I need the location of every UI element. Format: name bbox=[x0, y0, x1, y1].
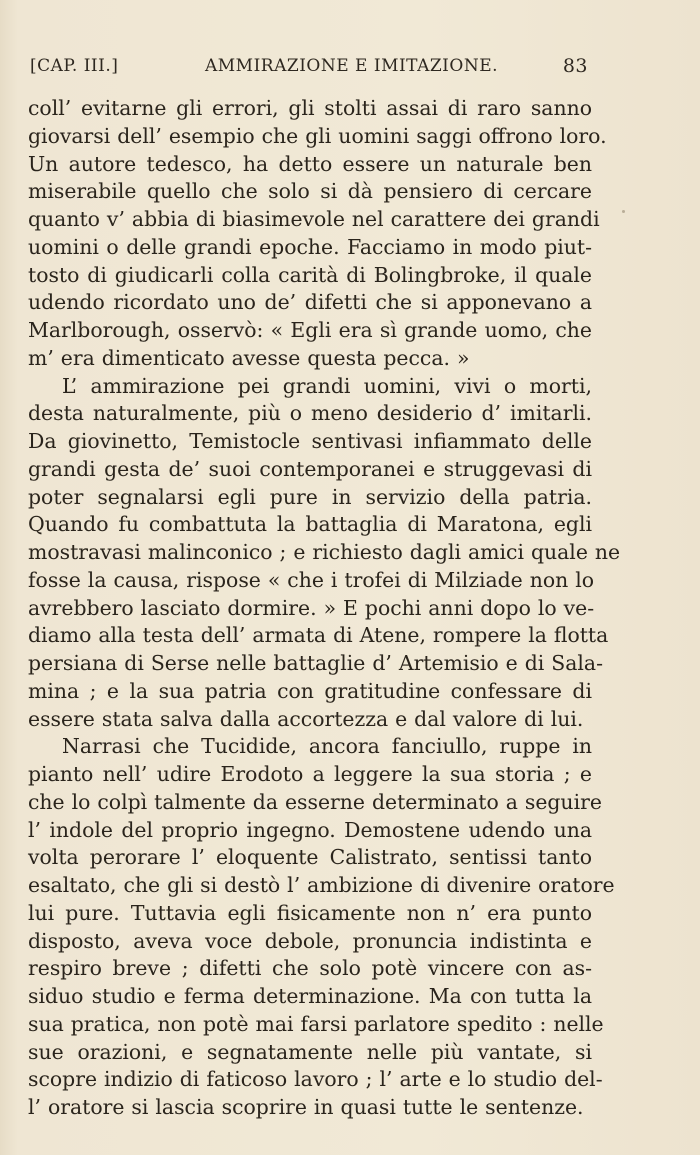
text-line: sue orazioni, e segnatamente nelle più vantate, si bbox=[28, 1039, 592, 1064]
text-line: scopre indizio di faticoso lavoro ; l’ arte e lo studio del- bbox=[28, 1067, 603, 1092]
text-line: lui pure. Tuttavia egli fisicamente non n’ era punto bbox=[28, 900, 592, 925]
text-line: desta naturalmente, più o meno desiderio d’ imitarli. bbox=[28, 401, 592, 426]
text-line: tosto di giudicarli colla carità di Bolingbroke, il quale bbox=[28, 262, 592, 287]
text-line: sua pratica, non potè mai farsi parlatore spedito : nelle bbox=[28, 1011, 604, 1036]
text-line: persiana di Serse nelle battaglie d’ Artemisio e di Sala- bbox=[28, 651, 603, 675]
text-line: coll’ evitarne gli errori, gli stolti assai di raro sanno bbox=[28, 96, 592, 120]
text-line: miserabile quello che solo si dà pensiero di cercare bbox=[28, 179, 592, 204]
text-line: Narrasi che Tucidide, ancora fanciullo, ruppe in bbox=[62, 734, 592, 759]
text-line: Un autore tedesco, ha detto essere un naturale ben bbox=[28, 151, 592, 176]
text-line: Da giovinetto, Temistocle sentivasi infiammato delle bbox=[28, 429, 592, 453]
text-line: volta perorare l’ eloquente Calistrato, sentissi tanto bbox=[28, 845, 592, 870]
running-header bbox=[30, 56, 590, 86]
text-line: fosse la causa, rispose « che i trofei di Milziade non lo bbox=[28, 567, 595, 592]
text-line: diamo alla testa dell’ armata di Atene, rompere la flotta bbox=[28, 623, 609, 648]
text-line: l’ oratore si lascia scoprire in quasi tutte le sentenze. bbox=[28, 1095, 584, 1119]
paragraph bbox=[28, 733, 615, 1122]
text-line: siduo studio e ferma determinazione. Ma con tutta la bbox=[28, 984, 592, 1008]
text-line: mina ; e la sua patria con gratitudine confessare di bbox=[28, 678, 592, 703]
text-line: essere stata salva dalla accortezza e dal valore di lui. bbox=[28, 706, 584, 731]
page-body bbox=[28, 95, 621, 1122]
text-line: esaltato, che gli si destò l’ ambizione di divenire oratore bbox=[28, 873, 615, 897]
text-line: pianto nell’ udire Erodoto a leggere la sua storia ; e bbox=[28, 762, 592, 786]
text-line: l’ indole del proprio ingegno. Demostene udendo una bbox=[28, 817, 592, 842]
text-line: Quando fu combattuta la battaglia di Maratona, egli bbox=[28, 512, 592, 537]
text-line: giovarsi dell’ esempio che gli uomini saggi offrono loro. bbox=[28, 123, 607, 148]
text-line: udendo ricordato uno de’ difetti che si apponevano a bbox=[28, 290, 592, 315]
text-line: uomini o delle grandi epoche. Facciamo in modo piut- bbox=[28, 234, 592, 259]
chapter-label: [CAP. III.] bbox=[30, 56, 119, 76]
chapter-title: AMMIRAZIONE E IMITAZIONE. bbox=[205, 56, 499, 76]
text-line: mostravasi malinconico ; e richiesto dagli amici quale ne bbox=[28, 540, 621, 564]
text-line: grandi gesta de’ suoi contemporanei e struggevasi di bbox=[28, 456, 592, 481]
text-line: respiro breve ; difetti che solo potè vincere con as- bbox=[28, 956, 592, 981]
text-line: Marlborough, osservò: « Egli era sì grande uomo, che bbox=[28, 318, 592, 342]
text-line: quanto v’ abbia di biasimevole nel carattere dei grandi bbox=[28, 207, 600, 231]
text-line: avrebbero lasciato dormire. » E pochi anni dopo lo ve- bbox=[28, 595, 595, 620]
text-line: L’ ammirazione pei grandi uomini, vivi o morti, bbox=[62, 373, 592, 398]
paragraph bbox=[28, 95, 607, 373]
text-line: che lo colpì talmente da esserne determinato a seguire bbox=[28, 789, 602, 814]
paper-speck bbox=[622, 210, 625, 213]
text-line: poter segnalarsi egli pure in servizio della patria. bbox=[28, 484, 592, 509]
text-line: disposto, aveva voce debole, pronuncia indistinta e bbox=[28, 928, 592, 953]
page-number: 83 bbox=[562, 55, 588, 77]
paragraph bbox=[28, 373, 621, 734]
text-line: m’ era dimenticato avesse questa pecca. » bbox=[28, 345, 470, 370]
